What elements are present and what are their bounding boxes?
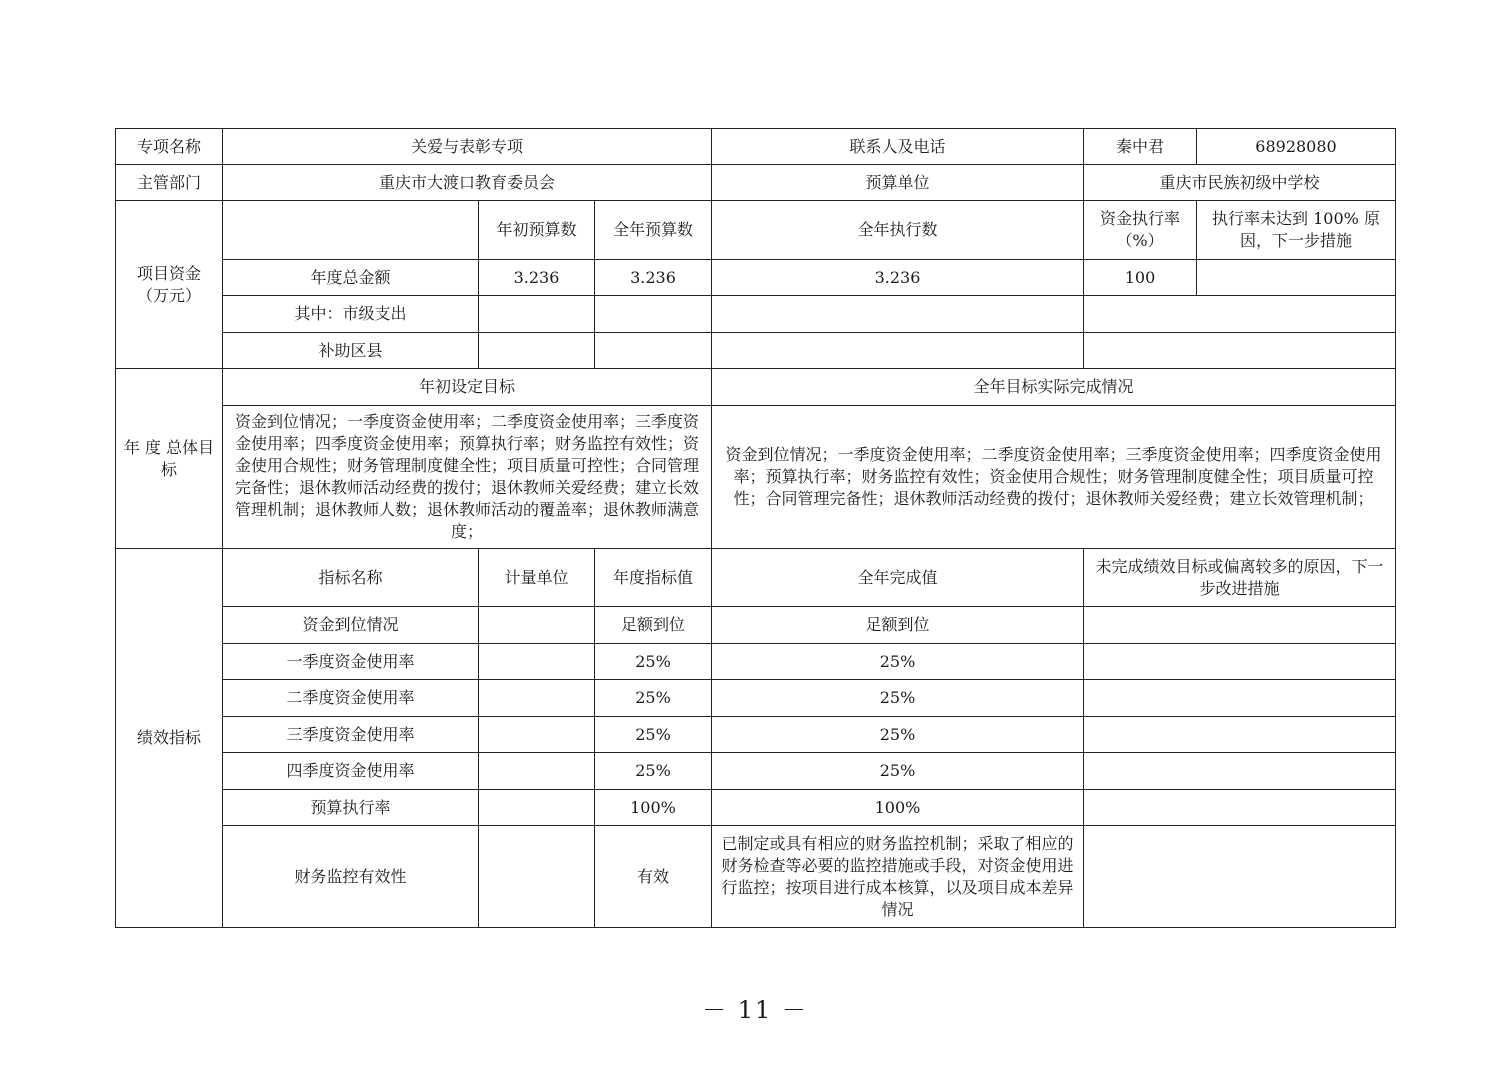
funds-header-annual: 全年预算数 xyxy=(595,201,712,260)
indicator-actual: 25% xyxy=(712,644,1084,680)
funds-header-rate: 资金执行率（%） xyxy=(1084,201,1197,260)
indicator-actual: 已制定或具有相应的财务监控机制；采取了相应的财务检查等必要的监控措施或手段，对资金使用进行监控；按项目进行成本核算，以及项目成本差异情况 xyxy=(712,826,1084,928)
indicator-row xyxy=(116,826,1396,928)
goals-text-row xyxy=(116,406,1396,549)
contact-phone: 68928080 xyxy=(1197,129,1396,165)
funds-row-total xyxy=(116,260,1396,296)
funds-row-rate: 100 xyxy=(1084,260,1197,296)
unit-label: 预算单位 xyxy=(712,165,1084,201)
header-row-dept xyxy=(116,165,1396,201)
indicator-unit xyxy=(479,680,595,717)
indicator-unit xyxy=(479,717,595,753)
funds-row-initial: 3.236 xyxy=(479,260,595,296)
header-row-name xyxy=(116,129,1396,165)
indicator-row xyxy=(116,753,1396,790)
indicator-actual: 25% xyxy=(712,753,1084,790)
funds-header-executed: 全年执行数 xyxy=(712,201,1084,260)
indicator-name: 一季度资金使用率 xyxy=(223,644,479,680)
indicator-unit xyxy=(479,826,595,928)
goals-set-text: 资金到位情况；一季度资金使用率；二季度资金使用率；三季度资金使用率；四季度资金使用率；预算执行率；财务监控有效性；资金使用合规性；财务管理制度健全性；项目质量可控性；合同管理完备性；退休教师活动经费的拨付；退休教师关爱经费；建立长效管理机制；退休教师人数；退休教师活动的覆盖率；退休教师满意度； xyxy=(223,406,712,549)
contact-label: 联系人及电话 xyxy=(712,129,1084,165)
indicator-target: 25% xyxy=(595,753,712,790)
indicator-row xyxy=(116,790,1396,826)
funds-row-reason xyxy=(1197,260,1396,296)
funds-row-annual: 3.236 xyxy=(595,260,712,296)
goals-set-header: 年初设定目标 xyxy=(223,369,712,406)
indicator-reason xyxy=(1084,826,1396,928)
indicator-row xyxy=(116,680,1396,717)
indicator-unit xyxy=(479,607,595,644)
performance-table xyxy=(115,128,1396,928)
indicator-name: 资金到位情况 xyxy=(223,607,479,644)
indicator-reason xyxy=(1084,717,1396,753)
indicator-target: 100% xyxy=(595,790,712,826)
funds-row-initial xyxy=(479,333,595,369)
funds-row-label: 其中：市级支出 xyxy=(223,296,479,333)
indicators-section-label: 绩效指标 xyxy=(116,549,223,928)
funds-row-rate xyxy=(1084,296,1396,333)
indicator-target: 25% xyxy=(595,680,712,717)
indicator-actual: 25% xyxy=(712,680,1084,717)
indicator-reason xyxy=(1084,644,1396,680)
indicator-target: 有效 xyxy=(595,826,712,928)
indicator-actual: 足额到位 xyxy=(712,607,1084,644)
funds-section-label: 项目资金（万元） xyxy=(116,201,223,369)
indicator-name: 预算执行率 xyxy=(223,790,479,826)
funds-header-blank xyxy=(223,201,479,260)
funds-header-reason: 执行率未达到 100% 原因，下一步措施 xyxy=(1197,201,1396,260)
indicator-row xyxy=(116,717,1396,753)
unit-value: 重庆市民族初级中学校 xyxy=(1084,165,1396,201)
indicator-actual: 100% xyxy=(712,790,1084,826)
page-number: － 11 － xyxy=(702,996,808,1024)
indicator-name: 三季度资金使用率 xyxy=(223,717,479,753)
indicator-reason xyxy=(1084,753,1396,790)
indicator-unit xyxy=(479,753,595,790)
dept-label: 主管部门 xyxy=(116,165,223,201)
indicator-name: 四季度资金使用率 xyxy=(223,753,479,790)
indicator-reason xyxy=(1084,790,1396,826)
contact-person: 秦中君 xyxy=(1084,129,1197,165)
funds-row-label: 年度总金额 xyxy=(223,260,479,296)
funds-row-label: 补助区县 xyxy=(223,333,479,369)
indicator-reason xyxy=(1084,607,1396,644)
indicators-header-reason: 未完成绩效目标或偏离较多的原因，下一步改进措施 xyxy=(1084,549,1396,607)
indicator-target: 25% xyxy=(595,644,712,680)
indicator-unit xyxy=(479,790,595,826)
indicator-row xyxy=(116,607,1396,644)
indicator-actual: 25% xyxy=(712,717,1084,753)
indicators-header-row xyxy=(116,549,1396,607)
indicator-name: 二季度资金使用率 xyxy=(223,680,479,717)
funds-row-executed: 3.236 xyxy=(712,260,1084,296)
funds-row-executed xyxy=(712,296,1084,333)
indicator-target: 足额到位 xyxy=(595,607,712,644)
indicator-target: 25% xyxy=(595,717,712,753)
funds-row-rate xyxy=(1084,333,1396,369)
name-value: 关爱与表彰专项 xyxy=(223,129,712,165)
indicator-reason xyxy=(1084,680,1396,717)
goals-actual-header: 全年目标实际完成情况 xyxy=(712,369,1396,406)
dept-value: 重庆市大渡口教育委员会 xyxy=(223,165,712,201)
funds-header-row xyxy=(116,201,1396,260)
funds-row-annual xyxy=(595,333,712,369)
indicators-header-unit: 计量单位 xyxy=(479,549,595,607)
funds-row-district xyxy=(116,333,1396,369)
funds-row-city xyxy=(116,296,1396,333)
indicators-header-name: 指标名称 xyxy=(223,549,479,607)
goals-actual-text: 资金到位情况；一季度资金使用率；二季度资金使用率；三季度资金使用率；四季度资金使用率；预算执行率；财务监控有效性；资金使用合规性；财务管理制度健全性；项目质量可控性；合同管理完备性；退休教师活动经费的拨付；退休教师关爱经费；建立长效管理机制； xyxy=(712,406,1396,549)
goals-header-row xyxy=(116,369,1396,406)
funds-row-initial xyxy=(479,296,595,333)
indicators-header-target: 年度指标值 xyxy=(595,549,712,607)
indicator-row xyxy=(116,644,1396,680)
funds-row-annual xyxy=(595,296,712,333)
funds-row-executed xyxy=(712,333,1084,369)
indicator-unit xyxy=(479,644,595,680)
goals-section-label: 年 度 总体目标 xyxy=(116,369,223,549)
name-label: 专项名称 xyxy=(116,129,223,165)
funds-header-initial: 年初预算数 xyxy=(479,201,595,260)
indicator-name: 财务监控有效性 xyxy=(223,826,479,928)
indicators-header-actual: 全年完成值 xyxy=(712,549,1084,607)
